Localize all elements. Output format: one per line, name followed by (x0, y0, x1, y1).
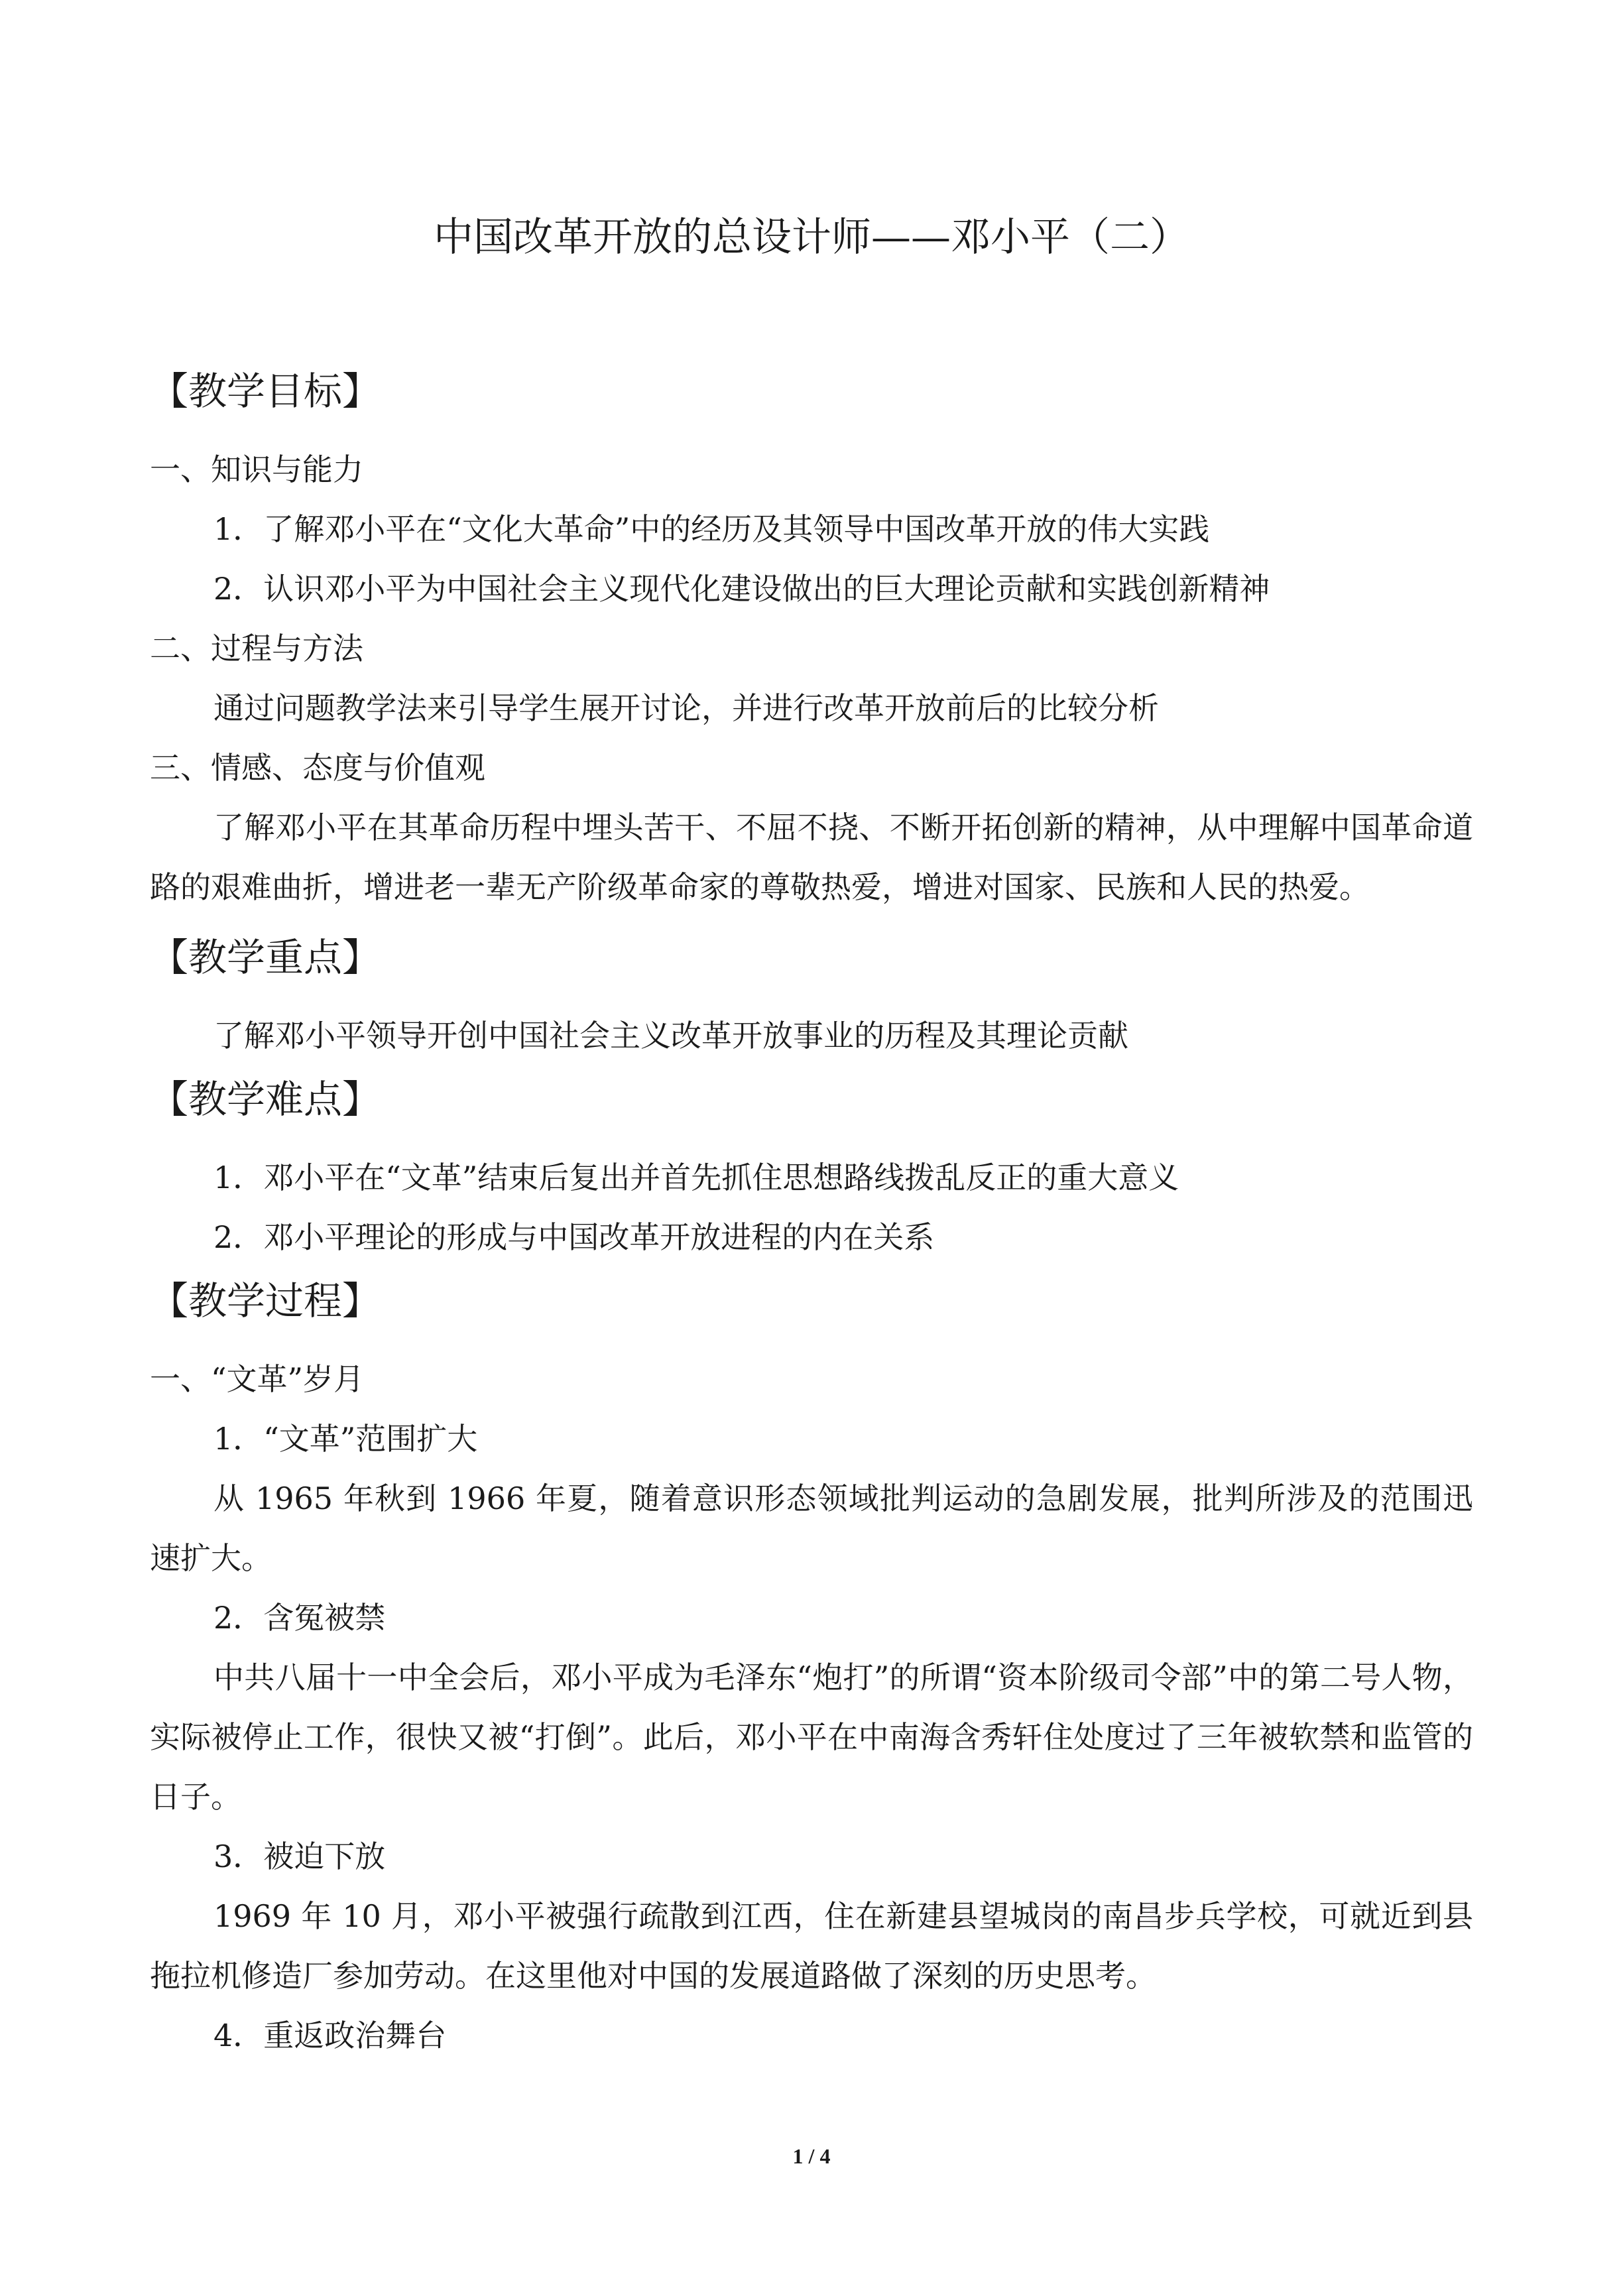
subsection-1-text: 从 1965 年秋到 1966 年夏，随着意识形态领域批判运动的急剧发展，批判所涉及的范围迅速扩大。 (150, 1480, 1473, 1576)
subsection-2-label: 2．含冤被禁 (213, 1600, 386, 1636)
subsection-2-text: 中共八届十一中全会后，邓小平成为毛泽东“炮打”的所谓“资本阶级司令部”中的第二号人物，实际被停止工作，很快又被“打倒”。此后，邓小平在中南海含秀轩住处度过了三年被软禁和监管的日子。 (150, 1660, 1473, 1815)
subsection-4-label: 4．重返政治舞台 (213, 2018, 447, 2053)
emotion-text: 了解邓小平在其革命历程中埋头苦干、不屈不挠、不断开拓创新的精神，从中理解中国革命道路的艰难曲折，增进老一辈无产阶级革命家的尊敬热爱，增进对国家、民族和人民的热爱。 (150, 810, 1473, 905)
teaching-process-heading: 【教学过程】 (150, 1278, 381, 1323)
process-label: 二、过程与方法 (150, 631, 363, 666)
section-cultural-revolution-years: 一、“文革”岁月 (150, 1361, 365, 1397)
page-title: 中国改革开放的总设计师——邓小平（二） (434, 214, 1189, 261)
subsection-3-label: 3．被迫下放 (213, 1839, 386, 1874)
difficulties-heading: 【教学难点】 (150, 1077, 381, 1122)
emotion-label: 三、情感、态度与价值观 (150, 750, 485, 786)
knowledge-item-2: 2．认识邓小平为中国社会主义现代化建设做出的巨大理论贡献和实践创新精神 (213, 571, 1270, 607)
knowledge-item-1: 1．了解邓小平在“文化大革命”中的经历及其领导中国改革开放的伟大实践 (213, 511, 1210, 547)
keypoints-heading: 【教学重点】 (150, 935, 381, 980)
knowledge-label: 一、知识与能力 (150, 452, 363, 487)
keypoints-text: 了解邓小平领导开创中国社会主义改革开放事业的历程及其理论贡献 (213, 1018, 1128, 1054)
page-number: 1 / 4 (792, 2144, 831, 2168)
difficulties-item-1: 1．邓小平在“文革”结束后复出并首先抓住思想路线拨乱反正的重大意义 (213, 1160, 1179, 1195)
subsection-1-label: 1．“文革”范围扩大 (213, 1421, 478, 1457)
subsection-3-text: 1969 年 10 月，邓小平被强行疏散到江西，住在新建县望城岗的南昌步兵学校，可就近到县拖拉机修造厂参加劳动。在这里他对中国的发展道路做了深刻的历史思考。 (150, 1898, 1473, 1994)
difficulties-item-2: 2．邓小平理论的形成与中国改革开放进程的内在关系 (213, 1219, 935, 1255)
process-text: 通过问题教学法来引导学生展开讨论，并进行改革开放前后的比较分析 (213, 690, 1159, 726)
objectives-heading: 【教学目标】 (150, 369, 381, 414)
